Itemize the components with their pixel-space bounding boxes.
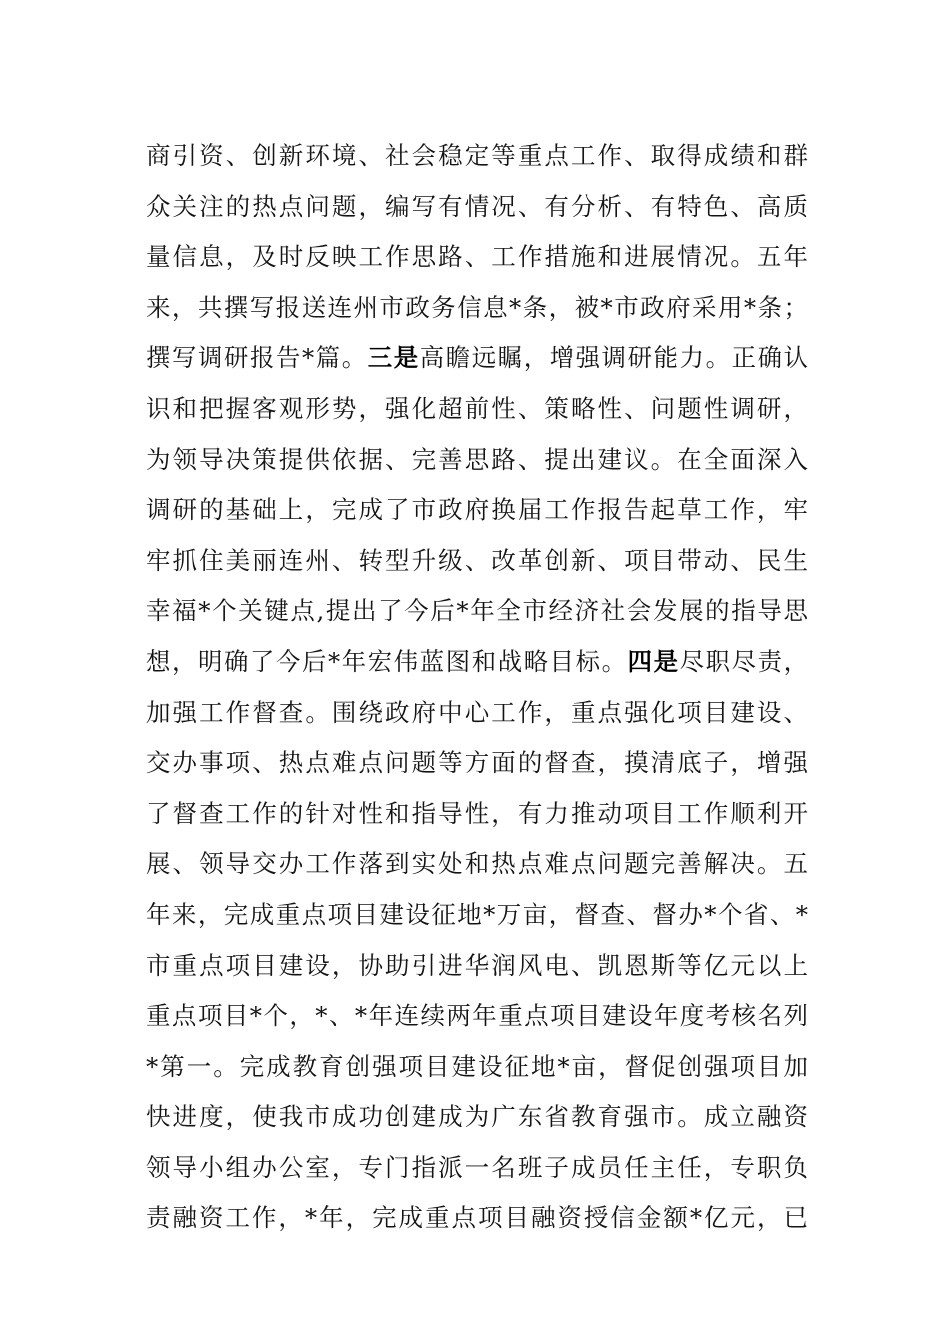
text-line [146,131,808,182]
text-line [146,333,808,384]
text-line [146,1193,808,1244]
text-run: 年来，完成重点项目建设征地*万亩，督查、督办*个省、* [146,899,808,929]
body-paragraph [146,131,808,1244]
text-run: 高瞻远瞩，增强调研能力。正确认 [419,343,808,373]
text-line [146,536,808,587]
text-run: 来，共撰写报送连州市政务信息*条，被*市政府采用*条； [146,292,808,322]
text-line [146,1042,808,1093]
text-line [146,738,808,789]
bold-heading-marker: 四是 [627,646,680,676]
text-line [146,283,808,334]
text-run: 想，明确了今后*年宏伟蓝图和战略目标。 [146,646,628,676]
text-line [146,688,808,739]
text-run: 领导小组办公室，专门指派一名班子成员任主任，专职负 [146,1152,808,1182]
text-run: 调研的基础上，完成了市政府换届工作报告起草工作，牢 [146,495,808,525]
text-line [146,232,808,283]
text-run: 商引资、创新环境、社会稳定等重点工作、取得成绩和群 [146,141,808,170]
text-run: 为领导决策提供依据、完善思路、提出建议。在全面深入 [146,444,808,474]
text-line [146,941,808,992]
text-line [146,1092,808,1143]
text-run: 快进度，使我市成功创建成为广东省教育强市。成立融资 [146,1102,808,1132]
text-run: 量信息，及时反映工作思路、工作措施和进展情况。五年 [146,242,808,272]
text-line [146,485,808,536]
text-run: 交办事项、热点难点问题等方面的督查，摸清底子，增强 [146,748,808,778]
text-line [146,384,808,435]
text-run: 尽职尽责， [679,646,808,676]
text-line [146,890,808,941]
text-run: 市重点项目建设，协助引进华润风电、凯恩斯等亿元以上 [146,950,808,980]
text-run: *第一。完成教育创强项目建设征地*亩，督促创强项目加 [146,1051,808,1081]
text-line [146,435,808,486]
text-run: 幸福*个关键点,提出了今后*年全市经济社会发展的指导思 [146,596,808,626]
text-line [146,182,808,233]
text-run: 牢抓住美丽连州、转型升级、改革创新、项目带动、民生 [146,545,808,575]
text-run: 众关注的热点问题，编写有情况、有分析、有特色、高质 [146,191,808,221]
text-run: 识和把握客观形势，强化超前性、策略性、问题性调研， [146,393,808,423]
text-line [146,839,808,890]
text-line [146,586,808,637]
text-line [146,991,808,1042]
text-run: 重点项目*个，*、*年连续两年重点项目建设年度考核名列 [146,1001,808,1031]
text-run: 展、领导交办工作落到实处和热点难点问题完善解决。五 [146,849,808,879]
text-run: 了督查工作的针对性和指导性，有力推动项目工作顺利开 [146,798,808,828]
text-line [146,1143,808,1194]
bold-heading-marker: 三是 [367,343,420,373]
text-line [146,789,808,840]
text-run: 撰写调研报告*篇。 [146,343,368,373]
text-run: 责融资工作，*年，完成重点项目融资授信金额*亿元，已 [146,1203,808,1233]
text-line [146,637,808,688]
text-run: 加强工作督查。围绕政府中心工作，重点强化项目建设、 [146,697,808,727]
